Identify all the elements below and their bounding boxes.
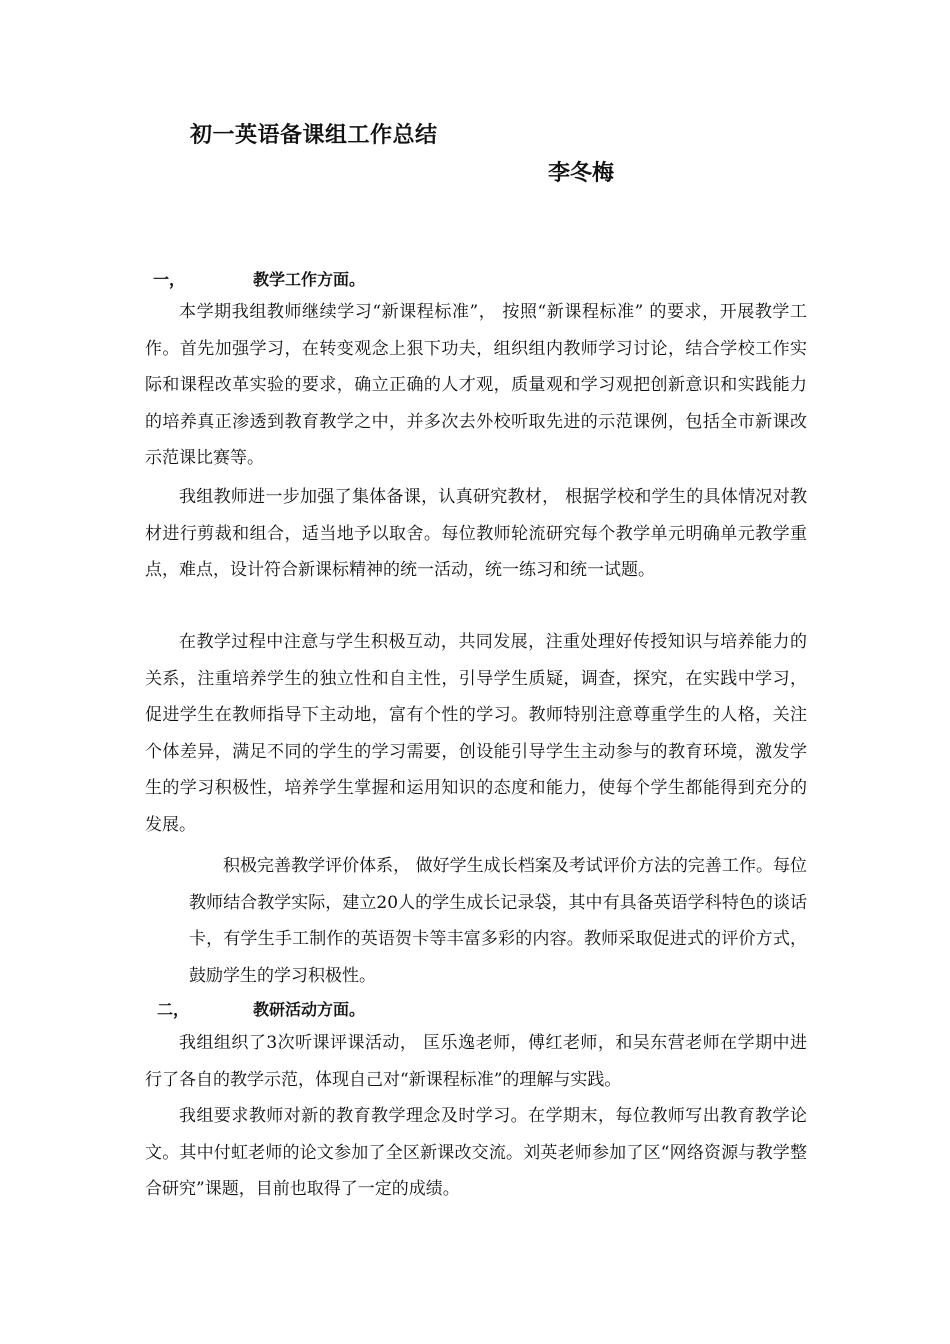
section-title: 教学工作方面。 <box>253 270 366 289</box>
document-title: 初一英语备课组工作总结 <box>190 123 438 148</box>
paragraph: 我组要求教师对新的教育教学理念及时学习。在学期末，每位教师写出教育教学论文。其中付虹老师的论文参加了全区新课改交流。刘英老师参加了区“网络资源与教学整合研究”课题，目前也取得了一定的成绩。 <box>145 1106 807 1199</box>
section-heading-research <box>157 998 557 1022</box>
paragraph: 我组教师进一步加强了集体备课，认真研究教材， 根据学校和学生的具体情况对教材进行剪裁和组合，适当地予以取舍。每位教师轮流研究每个教学单元明确单元教学重点，难点，设计符合新课标精神的统一活动，统一练习和统一试题。 <box>145 487 807 580</box>
section-heading-teaching <box>153 268 553 292</box>
paragraph: 在教学过程中注意与学生积极互动，共同发展，注重处理好传授知识与培养能力的关系，注重培养学生的独立性和自主性，引导学生质疑，调查，探究，在实践中学习，促进学生在教师指导下主动地，富有个性的学习。教师特别注意尊重学生的人格，关注个体差异，满足不同的学生的学习需要，创设能引导学生主动参与的教育环境，激发学生的学习积极性，培养学生掌握和运用知识的态度和能力，使每个学生都能得到充分的发展。 <box>145 632 807 835</box>
paragraph: 积极完善教学评价体系， 做好学生成长档案及考试评价方法的完善工作。每位教师结合教学实际，建立20人的学生成长记录袋，其中有具备英语学科特色的谈话卡，有学生手工制作的英语贺卡等丰富多彩的内容。教师采取促进式的评价方式，鼓励学生的学习积极性。 <box>189 856 807 986</box>
section-number: 一， <box>153 270 186 289</box>
author-name: 李冬梅 <box>548 161 615 186</box>
paragraph: 本学期我组教师继续学习“新课程标准”， 按照“新课程标准” 的要求，开展教学工作。首先加强学习，在转变观念上狠下功夫，组织组内教师学习讨论，结合学校工作实际和课程改革实验的要求，确立正确的人才观，质量观和学习观把创新意识和实践能力的培养真正渗透到教育教学之中，并多次去外校听取先进的示范课例，包括全市新课改示范课比赛等。 <box>145 302 807 468</box>
section-title: 教研活动方面。 <box>253 1000 366 1019</box>
paragraph: 我组组织了3次听课评课活动， 匡乐逸老师，傅红老师，和吴东营老师在学期中进行了各自的教学示范，体现自己对“新课程标准”的理解与实践。 <box>145 1033 807 1090</box>
section-number: 二， <box>157 1000 190 1019</box>
